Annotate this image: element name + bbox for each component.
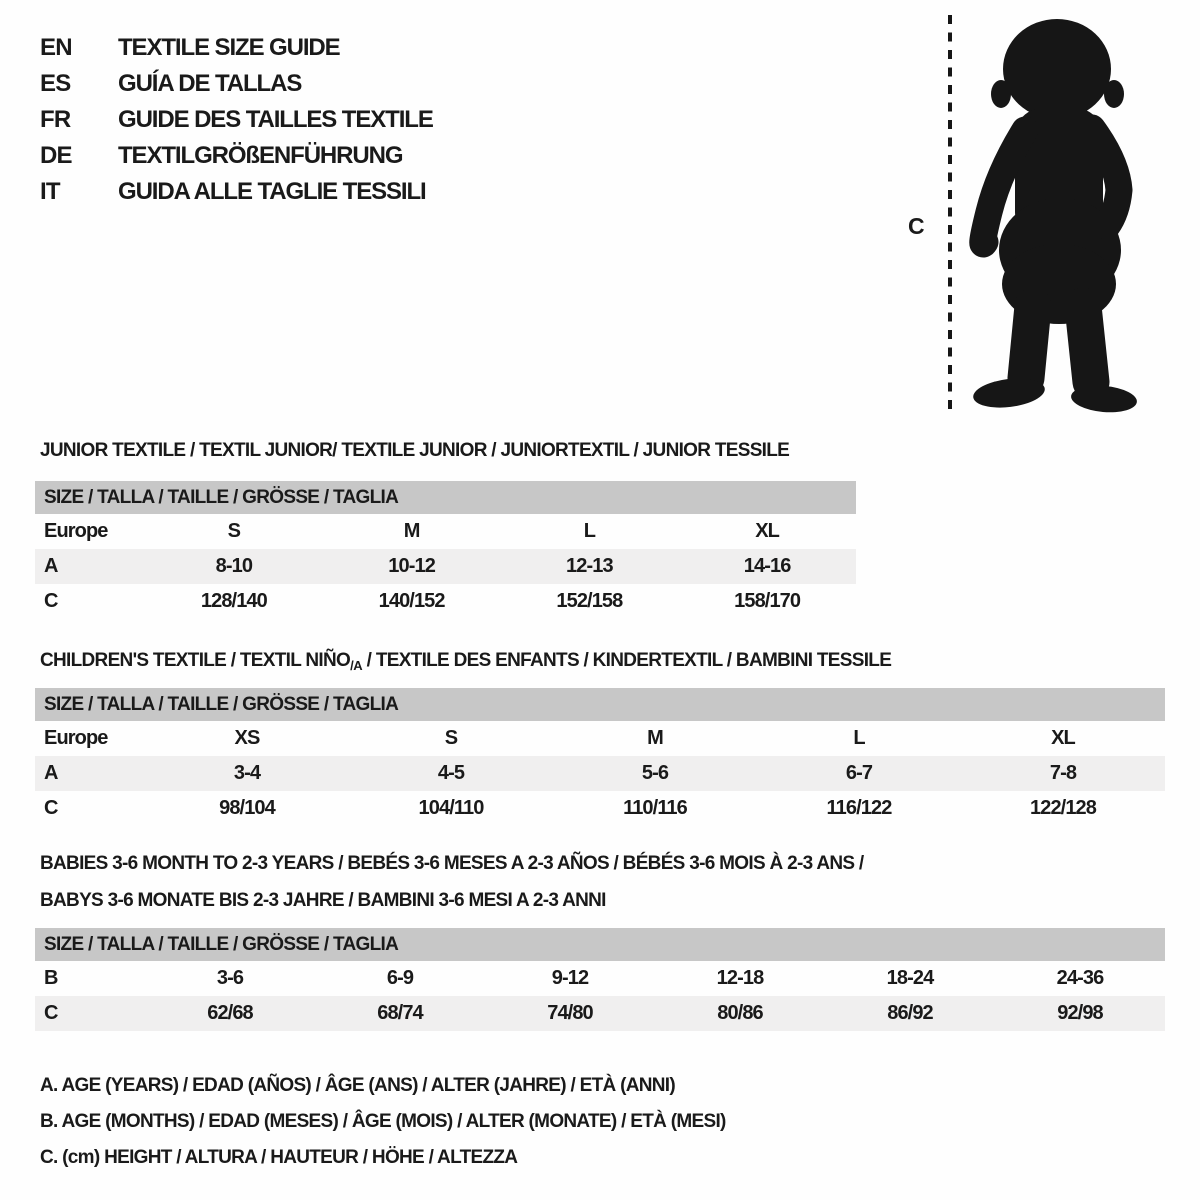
language-title-list <box>40 30 433 210</box>
section-title-line <box>40 432 856 469</box>
section-title-text: / TEXTILE DES ENFANTS / KINDERTEXTIL / BAMBINI TESSILE <box>362 650 892 671</box>
row-label: C <box>44 1002 58 1024</box>
size-cell: S <box>444 727 458 749</box>
size-cell: 116/122 <box>826 797 892 819</box>
size-cell: 24-36 <box>1056 967 1104 989</box>
table-row <box>35 514 856 549</box>
size-header-label: SIZE / TALLA / TAILLE / GRÖSSE / TAGLIA <box>44 933 399 955</box>
table-row <box>35 961 1165 996</box>
lang-row-en <box>40 30 433 66</box>
size-cell: XL <box>755 520 779 542</box>
row-label: A <box>44 555 58 577</box>
table-row <box>35 584 856 619</box>
size-cell: 12-13 <box>566 555 613 577</box>
table-row <box>35 791 1165 826</box>
lang-code: ES <box>40 70 71 97</box>
row-label: Europe <box>44 727 108 749</box>
size-cell: 98/104 <box>219 797 275 819</box>
babies-section <box>35 845 1165 1024</box>
lang-row-es <box>40 66 433 102</box>
section-title-line <box>40 642 1165 684</box>
junior-size-table <box>35 481 856 619</box>
section-title-text: BABYS 3-6 MONATE BIS 2-3 JAHRE / BAMBINI 3-6 MESI A 2-3 ANNI <box>40 890 606 911</box>
size-cell: M <box>647 727 663 749</box>
legend-line-a: A. AGE (YEARS) / EDAD (AÑOS) / ÂGE (ANS) / ALTER (JAHRE) / ETÀ (ANNI) <box>40 1075 675 1096</box>
size-cell: 18-24 <box>886 967 934 989</box>
table-row <box>35 721 1165 756</box>
junior-section-title <box>35 432 856 469</box>
size-cell: 74/80 <box>547 1002 593 1024</box>
row-label: Europe <box>44 520 108 542</box>
children-size-table <box>35 688 1165 826</box>
guide-title-it: GUIDA ALLE TAGLIE TESSILI <box>118 178 426 205</box>
height-measure-label: C <box>908 213 925 239</box>
size-cell: 6-9 <box>386 967 414 989</box>
row-label: C <box>44 797 58 819</box>
guide-title-de: TEXTILGRÖßENFÜHRUNG <box>118 142 403 169</box>
size-cell: 10-12 <box>388 555 435 577</box>
size-header-label: SIZE / TALLA / TAILLE / GRÖSSE / TAGLIA <box>44 693 399 715</box>
size-header-bar <box>35 928 1165 961</box>
section-title-text: BABIES 3-6 MONTH TO 2-3 YEARS / BEBÉS 3-6 MESES A 2-3 AÑOS / BÉBÉS 3-6 MOIS À 2-3 ANS / <box>40 853 864 874</box>
size-cell: XL <box>1051 727 1075 749</box>
section-title-line <box>40 845 1165 882</box>
size-cell: 104/110 <box>418 797 484 819</box>
table-row <box>35 996 1165 1031</box>
baby-silhouette-icon <box>965 12 1150 417</box>
size-cell: 3-4 <box>233 762 261 784</box>
children-section-title <box>35 642 1165 684</box>
lang-row-fr <box>40 102 433 138</box>
size-cell: 6-7 <box>845 762 873 784</box>
size-cell: M <box>403 520 420 542</box>
junior-textile-section <box>35 432 856 612</box>
size-header-bar <box>35 481 856 514</box>
guide-title-fr: GUIDE DES TAILLES TEXTILE <box>118 106 433 133</box>
size-cell: 128/140 <box>200 590 267 612</box>
babies-size-table <box>35 928 1165 1031</box>
lang-code: IT <box>40 178 60 205</box>
lang-row-de <box>40 138 433 174</box>
size-cell: L <box>853 727 865 749</box>
size-cell: 140/152 <box>378 590 445 612</box>
size-cell: 4-5 <box>437 762 465 784</box>
size-cell: 5-6 <box>641 762 669 784</box>
size-cell: 110/116 <box>623 797 687 819</box>
size-header-bar <box>35 688 1165 721</box>
babies-section-title <box>35 845 1165 919</box>
legend-line-b: B. AGE (MONTHS) / EDAD (MESES) / ÂGE (MOIS) / ALTER (MONATE) / ETÀ (MESI) <box>40 1111 726 1132</box>
size-cell: 86/92 <box>887 1002 933 1024</box>
section-title-text: JUNIOR TEXTILE / TEXTIL JUNIOR/ TEXTILE JUNIOR / JUNIORTEXTIL / JUNIOR TESSILE <box>40 440 790 461</box>
size-cell: 158/170 <box>734 590 801 612</box>
size-cell: 3-6 <box>216 967 244 989</box>
size-cell: 152/158 <box>556 590 623 612</box>
size-cell: 12-18 <box>716 967 764 989</box>
row-label: C <box>44 590 58 612</box>
size-cell: 62/68 <box>207 1002 253 1024</box>
size-cell: 92/98 <box>1057 1002 1103 1024</box>
section-title-line <box>40 882 1165 919</box>
lang-code: DE <box>40 142 72 169</box>
size-cell: 9-12 <box>551 967 589 989</box>
size-cell: 8-10 <box>215 555 253 577</box>
size-cell: XS <box>234 727 260 749</box>
size-cell: 122/128 <box>1030 797 1096 819</box>
size-cell: 14-16 <box>743 555 791 577</box>
size-header-label: SIZE / TALLA / TAILLE / GRÖSSE / TAGLIA <box>44 486 399 508</box>
row-label: A <box>44 762 58 784</box>
guide-title-es: GUÍA DE TALLAS <box>118 70 302 97</box>
size-cell: S <box>227 520 241 542</box>
section-title-subscript: /A <box>350 658 363 673</box>
lang-row-it <box>40 174 433 210</box>
table-row <box>35 756 1165 791</box>
legend <box>40 1068 726 1176</box>
size-cell: 68/74 <box>377 1002 423 1024</box>
section-title-text: CHILDREN'S TEXTILE / TEXTIL NIÑO <box>40 650 351 671</box>
legend-line-c: C. (cm) HEIGHT / ALTURA / HAUTEUR / HÖHE / ALTEZZA <box>40 1147 518 1168</box>
height-measure-dashed-line <box>946 15 954 417</box>
lang-code: FR <box>40 106 71 133</box>
size-cell: 80/86 <box>717 1002 763 1024</box>
table-row <box>35 549 856 584</box>
row-label: B <box>44 967 58 989</box>
lang-code: EN <box>40 34 72 61</box>
size-cell: 7-8 <box>1049 762 1077 784</box>
size-cell: L <box>583 520 596 542</box>
children-textile-section <box>35 642 1165 819</box>
guide-title-en: TEXTILE SIZE GUIDE <box>118 34 340 61</box>
